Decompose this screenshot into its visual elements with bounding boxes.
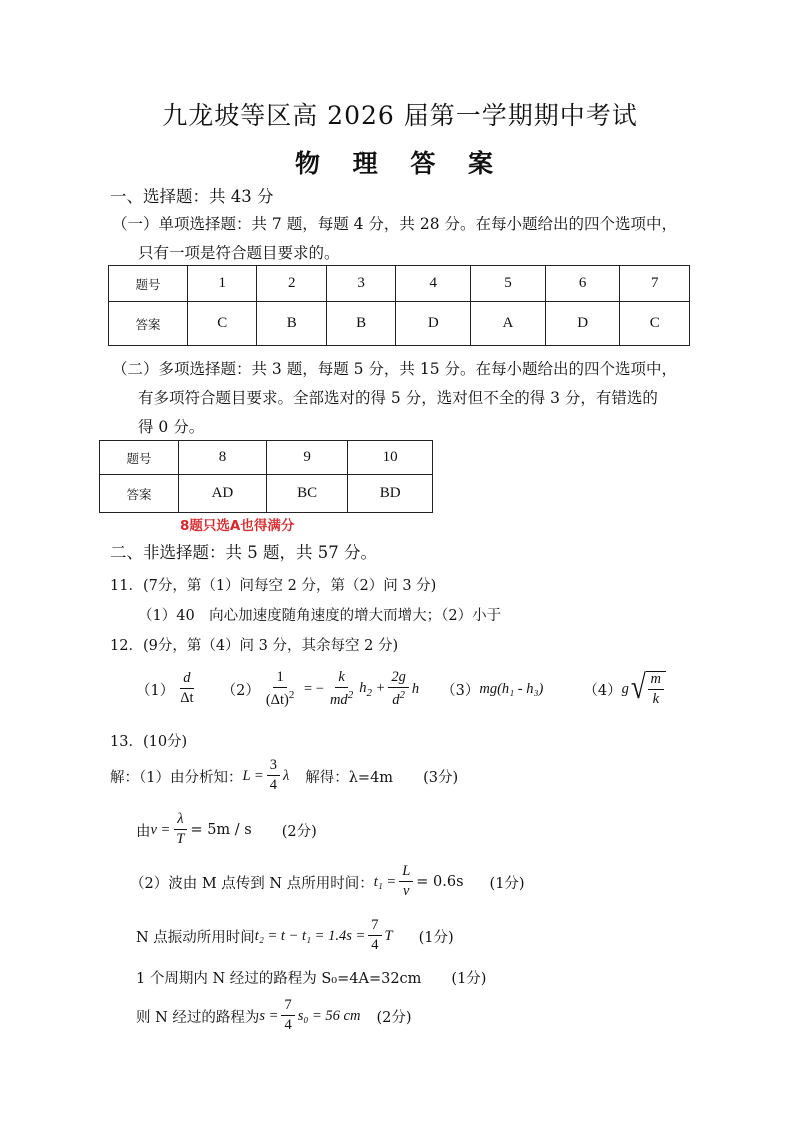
q13-l4-score: (1分): [418, 929, 454, 946]
q12-a1-den: Δt: [180, 690, 194, 707]
section2-heading: 二、非选择题：共 5 题，共 57 分。: [110, 543, 377, 562]
q13-l1-var: λ: [282, 767, 290, 784]
answer-cell: D: [396, 302, 471, 346]
q13-l3-lhs: t₁ =: [373, 873, 397, 890]
q11-answer: （1）40 向心加速度随角速度的增大而增大；（2）小于: [138, 608, 502, 624]
table-header-label: 题号: [109, 266, 188, 302]
q12-part1-label: （1）: [136, 682, 175, 699]
q13-l2-score: (2分): [281, 823, 317, 840]
q12-part2-lhs: $\frac{1}{(\Delta t)^2}$: [265, 668, 295, 708]
q13-l5-text: 1 个周期内 N 经过的路程为 S₀=4A=32cm: [136, 970, 422, 987]
q12-part1-fraction: [177, 671, 196, 707]
page-title: 九龙坡等区高 2026 届第一学期期中考试: [162, 101, 638, 130]
part2-instruction-line2: 有多项符合题目要求。全部选对的得 5 分，选对但不全的得 3 分，有错选的: [138, 389, 658, 407]
answer-cell: C: [188, 302, 257, 346]
q13-l6-fraction: [281, 998, 294, 1034]
question-number-cell: 1: [188, 266, 257, 302]
q13-l2-num: λ: [174, 812, 186, 830]
q12-a2-rhs2-den: d: [392, 691, 400, 708]
part1-instruction-line1: （一）单项选择题：共 7 题，每题 4 分，共 28 分。在每小题给出的四个选项中，: [112, 215, 678, 233]
q12-a2-rhs2-num: 2g: [388, 670, 409, 688]
q13-l6-prefix: 则 N 经过的路程为: [136, 1009, 260, 1026]
q12-answers-line: （1） $\frac{d}{\Delta t}$ （2） $\frac{1}{(\Delta t)^2}$ = − $\frac{k}{md^2}$ $h_2$ + $\frac{2g}{d^2}$ h （3） mg(h₁ - h₃) （4） g √ $\frac{m}{k}$: [136, 664, 666, 714]
q13-l3-den: v: [403, 883, 410, 900]
q12-a3: mg(h₁ - h₃): [479, 680, 544, 697]
answer-cell: BC: [266, 475, 347, 513]
answer-cell: A: [471, 302, 546, 346]
question-number-cell: 8: [179, 441, 267, 475]
q13-l1-solve: 解得：λ=4m: [305, 769, 394, 786]
answer-cell: D: [545, 302, 620, 346]
part1-instruction-line2: 只有一项是符合题目要求的。: [138, 244, 340, 262]
q13-l4-fraction: [368, 918, 381, 954]
q13-l3-prefix: （2）波由 M 点传到 N 点所用时间：: [130, 875, 374, 892]
table-row-answers: [100, 475, 433, 513]
q13-line4: [136, 912, 454, 960]
q12-a4-sqrt: √ $\frac{m}{k}$: [629, 671, 666, 708]
q13-l1-den: 4: [269, 777, 277, 794]
q13-l4-num: 7: [368, 918, 381, 936]
q13-l1-num: 3: [267, 758, 280, 776]
question-number-cell: 9: [266, 441, 347, 475]
q13-l3-num: L: [399, 864, 413, 882]
single-choice-table: [108, 265, 690, 346]
q13-line2: [136, 806, 317, 854]
q13-l4-den: 4: [371, 937, 379, 954]
table-row-answers: [109, 302, 690, 346]
q12-part2-rhs1: $\frac{k}{md^2}$: [329, 668, 354, 708]
multi-choice-table: [99, 440, 433, 513]
answer-cell: B: [257, 302, 326, 346]
q13-l4-var: T: [384, 927, 393, 944]
q12-part2-label: （2）: [221, 682, 260, 699]
q12-part4-label: （4）: [583, 682, 622, 699]
page-subtitle: 物 理 答 案: [294, 149, 506, 178]
q12-a1-num: d: [180, 671, 193, 689]
q12-part2-rhs2: $\frac{2g}{d^2}$: [388, 670, 409, 708]
question-number-cell: 2: [257, 266, 326, 302]
q13-l2-fraction: [173, 812, 187, 848]
section1-heading: 一、选择题：共 43 分: [110, 187, 274, 206]
grading-note: 8题只选A也得满分: [180, 518, 295, 534]
part2-instruction-line1: （二）多项选择题：共 3 题，每题 5 分，共 15 分。在每小题给出的四个选项中，: [112, 360, 678, 378]
q13-l1-lhs: L =: [242, 767, 264, 784]
q13-header: 13．(10分): [110, 734, 188, 750]
q13-l6-den: 4: [284, 1017, 292, 1034]
q13-l2-prefix: 由: [136, 823, 151, 840]
question-number-cell: 10: [348, 441, 433, 475]
question-number-cell: 4: [396, 266, 471, 302]
q13-l1-prefix: 解：（1）由分析知：: [110, 769, 243, 786]
q12-header: 12．(9分，第（4）问 3 分，其余每空 2 分): [110, 638, 399, 654]
q13-l3-score: (1分): [489, 875, 525, 892]
question-number-cell: 6: [545, 266, 620, 302]
q13-l2-lhs: v =: [150, 821, 171, 838]
q13-line3: [130, 858, 525, 906]
question-number-cell: 3: [326, 266, 395, 302]
q13-l4-eq: t₂ = t − t₁ = 1.4s =: [254, 927, 366, 944]
question-number-cell: 7: [620, 266, 690, 302]
table-answer-label: 答案: [109, 302, 188, 346]
q12-a2-rhs1-den: md: [329, 691, 348, 708]
q13-l4-prefix: N 点振动所用时间: [136, 929, 255, 946]
answer-cell: C: [620, 302, 690, 346]
question-number-cell: 5: [471, 266, 546, 302]
q13-line1: [110, 752, 458, 800]
q12-a4-num: m: [648, 672, 664, 690]
q13-l3-rhs: = 0.6s: [416, 874, 464, 890]
q13-l1-fraction: [267, 758, 280, 794]
q11-header: 11．(7分，第（1）问每空 2 分，第（2）问 3 分): [110, 578, 437, 594]
q13-l2-den: T: [176, 831, 185, 848]
q13-l6-lhs: s =: [259, 1007, 279, 1024]
table-row-numbers: [109, 266, 690, 302]
q12-a2-lhs-den: (Δt): [265, 691, 289, 708]
q13-l2-rhs: = 5m / s: [190, 822, 252, 838]
answer-cell: B: [326, 302, 395, 346]
q12-a4-den: k: [652, 690, 659, 707]
table-answer-label: 答案: [100, 475, 179, 513]
q13-l6-num: 7: [281, 998, 294, 1016]
q12-part3-label: （3）: [441, 682, 480, 699]
q13-l6-score: (2分): [376, 1009, 412, 1026]
q13-l6-rhs: s₀ = 56 cm: [297, 1007, 361, 1024]
answer-cell: BD: [348, 475, 433, 513]
answer-cell: AD: [179, 475, 267, 513]
q12-a4-coef: g: [621, 680, 629, 697]
part2-instruction-line3: 得 0 分。: [138, 418, 205, 436]
q13-line5: [136, 965, 486, 989]
q12-a2-lhs-num: 1: [273, 670, 286, 688]
table-header-label: 题号: [100, 441, 179, 475]
q13-l1-score: (3分): [423, 769, 459, 786]
q12-a2-rhs1-num: k: [335, 670, 347, 688]
q13-line6: [136, 992, 412, 1040]
q13-l5-score: (1分): [451, 970, 487, 987]
table-row-numbers: [100, 441, 433, 475]
q13-l3-fraction: [399, 864, 413, 900]
